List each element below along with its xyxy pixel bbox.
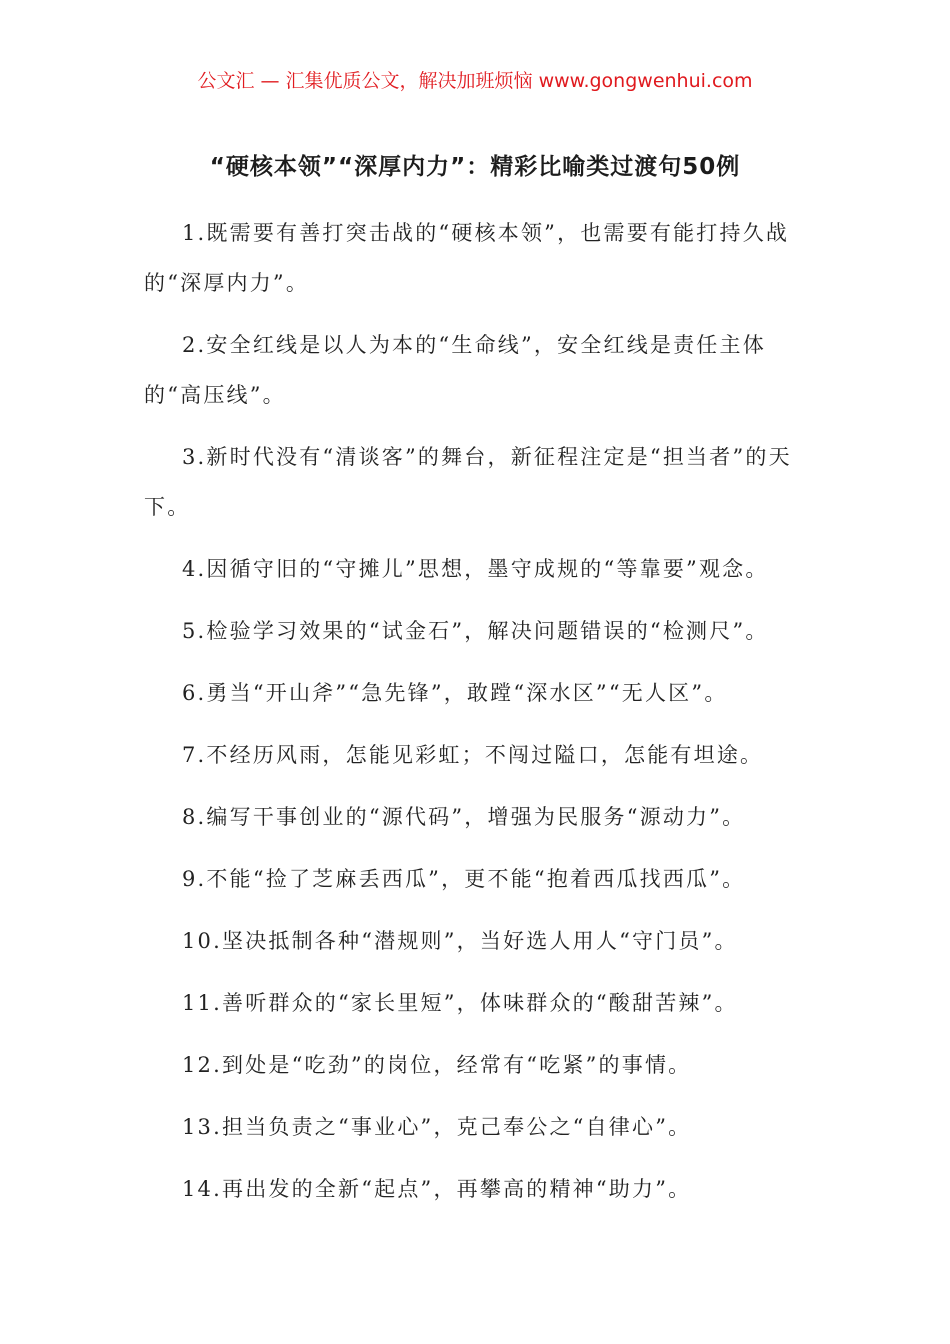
list-item: 12.到处是“吃劲”的岗位，经常有“吃紧”的事情。 (182, 1053, 692, 1077)
list-item: 1.既需要有善打突击战的“硬核本领”，也需要有能打持久战的“深厚内力”。 (144, 221, 790, 295)
list-item: 11.善听群众的“家长里短”，体味群众的“酸甜苦辣”。 (182, 991, 738, 1015)
list-item: 8.编写干事创业的“源代码”，增强为民服务“源动力”。 (182, 805, 746, 829)
item-list (144, 208, 824, 1226)
header-banner: 公文汇 — 汇集优质公文，解决加班烦恼 www.gongwenhui.com (197, 70, 753, 92)
list-item: 2.安全红线是以人为本的“生命线”，安全红线是责任主体的“高压线”。 (144, 333, 766, 407)
list-item: 14.再出发的全新“起点”，再攀高的精神“助力”。 (182, 1177, 692, 1201)
list-item: 13.担当负责之“事业心”，克己奉公之“自律心”。 (182, 1115, 692, 1139)
list-item: 10.坚决抵制各种“潜规则”，当好选人用人“守门员”。 (182, 929, 738, 953)
list-item: 7.不经历风雨，怎能见彩虹；不闯过隘口，怎能有坦途。 (182, 743, 764, 767)
list-item: 3.新时代没有“清谈客”的舞台，新征程注定是“担当者”的天下。 (144, 445, 792, 519)
list-item: 5.检验学习效果的“试金石”，解决问题错误的“检测尺”。 (182, 619, 769, 643)
list-item: 6.勇当“开山斧”“急先锋”，敢蹚“深水区”“无人区”。 (182, 681, 728, 705)
list-item: 4.因循守旧的“守摊儿”思想，墨守成规的“等靠要”观念。 (182, 557, 769, 581)
document-title: “硬核本领”“深厚内力”：精彩比喻类过渡句50例 (209, 154, 741, 180)
list-item: 9.不能“捡了芝麻丢西瓜”，更不能“抱着西瓜找西瓜”。 (182, 867, 746, 891)
